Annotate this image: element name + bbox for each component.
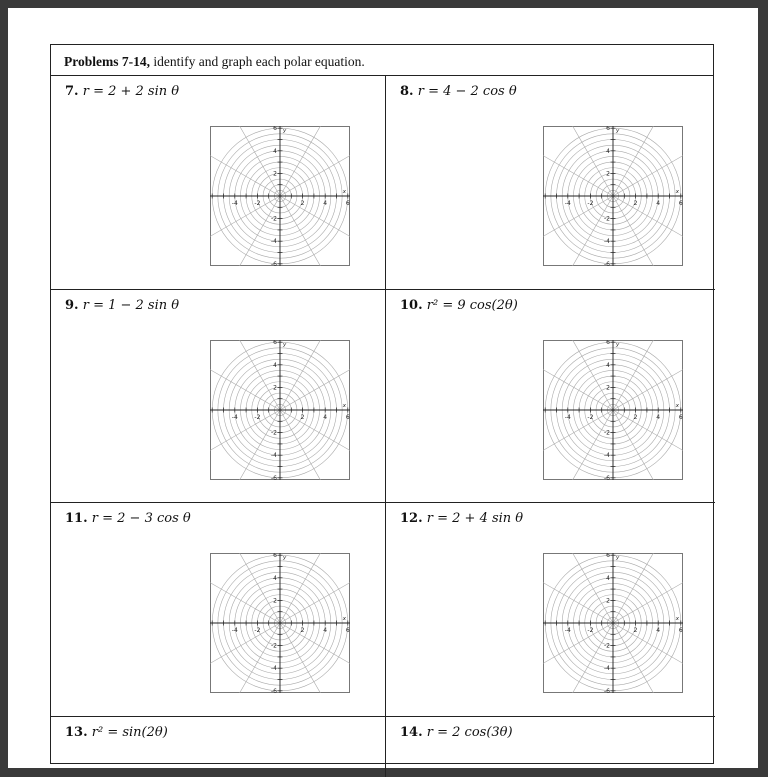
x-tick-label: -2 [587,627,594,634]
y-tick-label: 4 [606,147,610,155]
y-tick-label: 2 [273,597,277,605]
y-tick-label: 6 [606,340,610,347]
x-tick-label: 6 [678,414,683,421]
y-tick-label: 2 [606,170,610,178]
problem-equation: r = 2 cos(3θ) [426,725,513,740]
y-tick-label: -6 [604,687,610,693]
problem-label [65,298,179,313]
y-tick-label: -2 [604,642,610,650]
y-tick-label: 4 [606,574,610,582]
x-tick-label: -2 [587,200,594,207]
x-tick-label: 2 [633,627,638,634]
problem-sheet [50,44,714,764]
problem-label [65,725,168,740]
problem-label [400,84,517,99]
y-axis-label: y [616,342,620,348]
y-tick-label: 2 [273,170,277,178]
y-tick-label: 2 [606,384,610,392]
problem-equation: r = 2 + 2 sin θ [82,84,180,99]
problem-cell-10 [386,290,715,503]
problem-label [65,84,179,99]
x-tick-label: -4 [231,200,238,207]
x-tick-label: 6 [678,627,683,634]
y-tick-label: 4 [273,574,277,582]
x-tick-label: -4 [564,414,571,421]
problem-cell-14 [386,717,715,777]
problem-label [65,511,191,526]
instructions-bold: Problems 7-14, [64,54,150,69]
y-tick-label: -6 [604,474,610,480]
x-axis-label: x [675,403,679,409]
polar-graph-grid[interactable] [210,553,350,693]
problem-number: 7. [65,84,79,99]
y-tick-label: 2 [606,597,610,605]
polar-graph-grid[interactable] [543,340,683,480]
problem-label [400,298,518,313]
problem-cell-12 [386,503,715,717]
x-tick-label: -2 [254,627,261,634]
problem-number: 10. [400,298,423,313]
y-tick-label: -2 [271,429,277,437]
x-tick-label: 6 [345,200,350,207]
problem-label [400,511,523,526]
worksheet-page [8,8,758,768]
y-axis-label: y [616,128,620,134]
x-tick-label: -4 [231,627,238,634]
x-axis-label: x [675,189,679,195]
problem-number: 8. [400,84,414,99]
x-tick-label: 4 [323,627,328,634]
x-tick-label: -2 [254,200,261,207]
problem-cell-13 [51,717,386,777]
x-tick-label: 2 [300,627,305,634]
y-tick-label: -4 [604,238,610,246]
x-tick-label: 2 [633,200,638,207]
problem-equation: r = 2 − 3 cos θ [91,511,191,526]
y-tick-label: -4 [604,665,610,673]
instructions-header [51,45,713,76]
x-axis-label: x [342,616,346,622]
x-tick-label: -2 [254,414,261,421]
y-tick-label: 6 [606,126,610,133]
x-tick-label: -2 [587,414,594,421]
y-tick-label: 2 [273,384,277,392]
y-axis-label: y [616,555,620,561]
y-tick-label: -2 [604,429,610,437]
y-tick-label: 6 [273,340,277,347]
problem-number: 9. [65,298,79,313]
polar-graph-grid[interactable] [543,126,683,266]
problem-cell-8 [386,76,715,290]
problem-number: 14. [400,725,423,740]
problem-equation: r² = 9 cos(2θ) [426,298,518,313]
y-tick-label: 4 [606,361,610,369]
y-tick-label: -6 [604,260,610,266]
y-tick-label: 6 [273,126,277,133]
y-axis-label: y [283,342,287,348]
x-tick-label: 4 [323,414,328,421]
y-tick-label: -4 [271,238,277,246]
problem-cell-9 [51,290,386,503]
x-tick-label: 4 [656,414,661,421]
y-tick-label: 4 [273,361,277,369]
x-tick-label: -4 [564,627,571,634]
problem-equation: r = 4 − 2 cos θ [417,84,517,99]
y-tick-label: -6 [271,260,277,266]
y-tick-label: -2 [271,642,277,650]
x-tick-label: 4 [323,200,328,207]
problem-equation: r = 1 − 2 sin θ [82,298,180,313]
y-tick-label: 6 [606,553,610,560]
x-tick-label: 4 [656,627,661,634]
problem-number: 11. [65,511,88,526]
problem-number: 12. [400,511,423,526]
x-tick-label: 2 [633,414,638,421]
problem-number: 13. [65,725,88,740]
x-tick-label: -4 [231,414,238,421]
problem-equation: r = 2 + 4 sin θ [426,511,524,526]
y-axis-label: y [283,128,287,134]
polar-graph-grid[interactable] [210,340,350,480]
problem-label [400,725,513,740]
y-tick-label: -4 [271,665,277,673]
y-axis-label: y [283,555,287,561]
x-tick-label: 6 [678,200,683,207]
x-axis-label: x [675,616,679,622]
x-tick-label: 2 [300,414,305,421]
y-tick-label: -4 [604,452,610,460]
problem-equation: r² = sin(2θ) [91,725,168,740]
y-tick-label: -6 [271,474,277,480]
x-tick-label: 4 [656,200,661,207]
polar-graph-grid[interactable] [210,126,350,266]
x-tick-label: 2 [300,200,305,207]
x-tick-label: 6 [345,627,350,634]
instructions-text: identify and graph each polar equation. [150,54,365,69]
y-tick-label: -2 [271,215,277,223]
y-tick-label: -4 [271,452,277,460]
x-axis-label: x [342,189,346,195]
x-tick-label: 6 [345,414,350,421]
problem-cell-11 [51,503,386,717]
y-tick-label: 6 [273,553,277,560]
x-axis-label: x [342,403,346,409]
y-tick-label: 4 [273,147,277,155]
y-tick-label: -2 [604,215,610,223]
polar-graph-grid[interactable] [543,553,683,693]
x-tick-label: -4 [564,200,571,207]
y-tick-label: -6 [271,687,277,693]
problem-cell-7 [51,76,386,290]
